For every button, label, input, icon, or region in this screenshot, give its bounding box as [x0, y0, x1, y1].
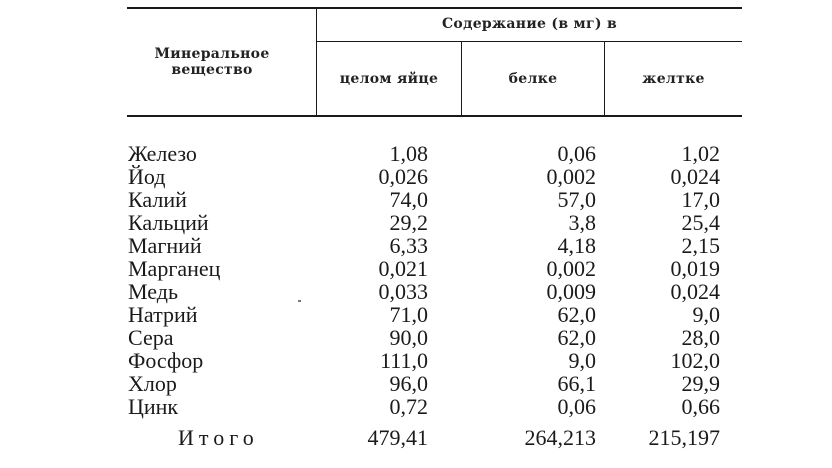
table-row — [0, 166, 832, 188]
mineral-name: Магний — [128, 233, 202, 258]
value-yolk: 2,15 — [681, 233, 720, 258]
value-whole: 29,2 — [389, 210, 428, 235]
value-whole: 90,0 — [389, 325, 428, 350]
value-yolk: 0,66 — [681, 394, 720, 419]
table-row — [0, 327, 832, 349]
value-yolk: 9,0 — [692, 302, 720, 327]
value-whole: 1,08 — [389, 141, 428, 166]
table-row — [0, 235, 832, 257]
total-whole: 479,41 — [367, 425, 428, 450]
table-row — [0, 396, 832, 418]
value-whole: 71,0 — [389, 302, 428, 327]
value-whole: 74,0 — [389, 187, 428, 212]
total-white: 264,213 — [524, 425, 596, 450]
mineral-name: Марганец — [128, 256, 221, 281]
value-white: 62,0 — [557, 325, 596, 350]
mineral-name: Йод — [128, 164, 166, 189]
value-yolk: 25,4 — [681, 210, 720, 235]
value-whole: 6,33 — [389, 233, 428, 258]
value-yolk: 17,0 — [681, 187, 720, 212]
value-yolk: 0,019 — [670, 256, 720, 281]
value-white: 0,009 — [546, 279, 596, 304]
value-yolk: 28,0 — [681, 325, 720, 350]
table-top-rule — [127, 7, 742, 9]
value-yolk: 1,02 — [681, 141, 720, 166]
table-row — [0, 189, 832, 211]
header-group-label: Содержание (в мг) в — [441, 16, 618, 32]
value-white: 57,0 — [557, 187, 596, 212]
value-whole: 96,0 — [389, 371, 428, 396]
value-whole: 111,0 — [380, 348, 428, 373]
value-white: 66,1 — [557, 371, 596, 396]
value-white: 62,0 — [557, 302, 596, 327]
total-label: Итого — [178, 425, 259, 450]
value-whole: 0,033 — [378, 279, 428, 304]
header-bottom-rule — [127, 115, 742, 117]
value-white: 0,002 — [546, 164, 596, 189]
mineral-name: Кальций — [128, 210, 209, 235]
value-white: 4,18 — [557, 233, 596, 258]
table-row — [0, 304, 832, 326]
value-yolk: 0,024 — [670, 164, 720, 189]
table-row — [0, 373, 832, 395]
value-whole: 0,021 — [378, 256, 428, 281]
header-group-rule — [317, 41, 742, 42]
value-whole: 0,72 — [389, 394, 428, 419]
value-yolk: 0,024 — [670, 279, 720, 304]
total-row — [0, 427, 832, 449]
table-row — [0, 281, 832, 303]
value-white: 0,002 — [546, 256, 596, 281]
value-yolk: 102,0 — [670, 348, 720, 373]
header-col-whole: целом яйце — [339, 71, 439, 87]
mineral-name: Сера — [128, 325, 174, 350]
table-row — [0, 212, 832, 234]
value-white: 9,0 — [568, 348, 596, 373]
table-row — [0, 143, 832, 165]
mineral-name: Железо — [128, 141, 197, 166]
mineral-name: Хлор — [128, 371, 177, 396]
mineral-name: Натрий — [128, 302, 198, 327]
header-col-yolk: желтке — [642, 71, 705, 87]
table-row — [0, 258, 832, 280]
table-row — [0, 350, 832, 372]
value-yolk: 29,9 — [681, 371, 720, 396]
print-speck — [298, 300, 301, 302]
header-row-label: Минеральное вещество — [154, 46, 270, 78]
value-whole: 0,026 — [378, 164, 428, 189]
value-white: 0,06 — [557, 141, 596, 166]
value-white: 0,06 — [557, 394, 596, 419]
mineral-name: Цинк — [128, 394, 179, 419]
mineral-name: Калий — [128, 187, 187, 212]
value-white: 3,8 — [568, 210, 596, 235]
mineral-name: Медь — [128, 279, 178, 304]
header-col-white: белке — [508, 71, 558, 87]
mineral-name: Фосфор — [128, 348, 204, 373]
total-yolk: 215,197 — [648, 425, 720, 450]
